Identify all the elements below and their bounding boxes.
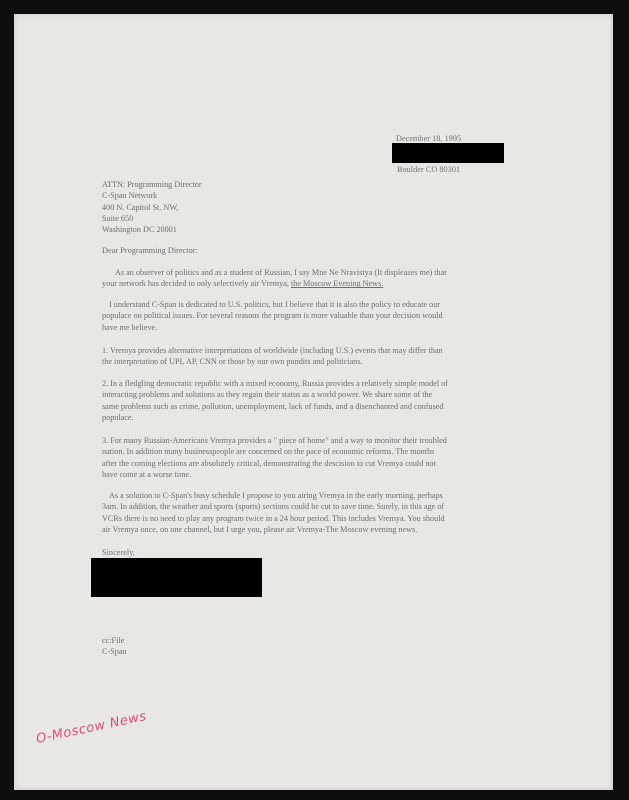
closing: Sincerely,: [102, 548, 135, 557]
salutation: Dear Programming Director:: [102, 246, 198, 255]
paragraph-line: I understand C-Span is dedicated to U.S. politics, but I believe that it is also the policy to educate our: [109, 300, 441, 309]
paragraph-6: [102, 490, 445, 535]
redacted-signature-block: [91, 558, 262, 597]
paragraph-4: [102, 378, 448, 423]
paragraph-line-text: your network has decided to only selectively air Vremya,: [102, 279, 289, 289]
recipient-line: C-Span Network: [102, 191, 158, 201]
paragraph-line: air Vremya once, on one channel, but I urge you, please air Vremya-The Moscow evening news.: [102, 524, 418, 534]
recipient-line: Washington DC 20001: [102, 225, 177, 235]
redacted-address-block: [392, 143, 504, 163]
paragraph-line: VCRs there is no need to play any program twice in a 24 hour period. This includes Vremya. You should: [102, 513, 445, 523]
paragraph-line: same problems such as crime, pollution, unemployment, lack of funds, and a disenchanted and confused: [102, 401, 444, 411]
recipient-line: Suite 650: [102, 213, 134, 223]
letter-date: December 18, 1995: [396, 134, 462, 143]
cc-line: cc:File: [102, 636, 125, 645]
sender-city-line: Boulder CO 80301: [397, 165, 461, 174]
handwritten-note: O-Moscow News: [34, 708, 148, 747]
letter-page: [14, 14, 613, 790]
paragraph-3: [102, 345, 443, 368]
paragraph-line: after the coming elections are absolutely critical, demonstrating the descision to cut Vremya could not: [102, 458, 436, 468]
paragraph-line: have come at a worse time.: [102, 469, 192, 479]
paragraph-5: [102, 435, 447, 480]
paragraph-line: 1. Vremya provides alternative interpretations of worldwide (including U.S.) events that may differ than: [102, 346, 443, 355]
paragraph-line: 3. For many Russian-Americans Vremya provides a " piece of home" and a way to monitor their troubled: [102, 436, 447, 445]
paragraph-line: populace on political issues. For several reasons the program is more valuable than your decision would: [102, 311, 443, 321]
paragraph-line: As an observer of politics and as a student of Russian, I say Mne Ne Nravistya (It displeases me) that: [115, 268, 447, 277]
paragraph-line: have me believe.: [102, 322, 158, 332]
paragraph-line: As a solution to C-Span's busy schedule I propose to you airing Vremya in the early morning, perhaps: [109, 491, 443, 500]
underlined-title: the Moscow Evening News.: [290, 279, 384, 289]
paragraph-1: [102, 267, 447, 290]
paragraph-line: interacting problems and solutions as they regain their status as a world power. We share some of the: [102, 390, 433, 400]
paragraph-line: populace.: [102, 412, 134, 422]
recipient-line: 400 N. Capitol St. NW,: [102, 202, 179, 212]
paragraph-line: nation. In addition many businesspeople are concerned on the pace of economic reforms. The months: [102, 447, 435, 457]
recipient-address: [102, 179, 202, 235]
paragraph-line: 3am. In addition, the weather and sports (sports) sections could be cut to save time. Surely, in this age of: [102, 502, 445, 512]
paragraph-line: the interpretation of UPI, AP, CNN or those by our own pundits and politicians.: [102, 357, 363, 367]
recipient-line: ATTN: Programming Director: [102, 180, 202, 189]
paragraph-line: 2. In a fledgling democratic republic with a mixed economy, Russia provides a relatively simple model of: [102, 379, 448, 388]
paragraph-2: [102, 299, 443, 333]
cc-line: C-Span: [102, 647, 127, 657]
paragraph-line: [102, 278, 447, 289]
cc-list: [102, 635, 127, 658]
